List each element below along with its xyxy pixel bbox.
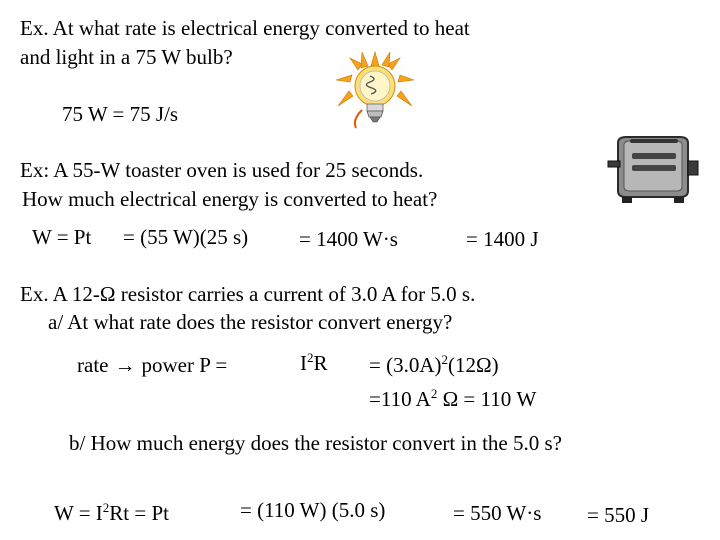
ex3-calc-line1 — [369, 352, 499, 377]
toaster-knob — [688, 161, 698, 175]
i2r-tail: R — [313, 351, 328, 375]
ex2-question-line2: How much electrical energy is converted to heat? — [22, 187, 438, 211]
i2r-base: I — [300, 351, 307, 375]
ex3-question-line1: Ex. A 12-Ω resistor carries a current of 3.0 A for 5.0 s. — [20, 282, 476, 306]
ex3-calc-line2 — [369, 386, 537, 411]
ex3-b-step-result: = 550 J — [587, 503, 650, 527]
ex2-question-line1: Ex: A 55-W toaster oven is used for 25 seconds. — [20, 158, 424, 182]
calc1-post: (12Ω) — [448, 353, 499, 377]
toaster-icon — [604, 135, 702, 205]
calc2-exponent: 2 — [430, 386, 438, 401]
calc2-post: Ω = 110 W — [437, 387, 537, 411]
ex1-answer: 75 W = 75 J/s — [62, 102, 179, 126]
toaster-lever — [608, 161, 620, 167]
w-post: Rt = Pt — [109, 501, 169, 525]
ex2-formula: W = Pt — [32, 225, 92, 249]
ex1-question-line1: Ex. At what rate is electrical energy converted to heat — [20, 16, 470, 40]
ex2-step-result: = 1400 J — [466, 227, 539, 251]
ex3-part-b: b/ How much energy does the resistor convert in the 5.0 s? — [69, 431, 562, 455]
calc1-pre: = (3.0A) — [369, 353, 442, 377]
ex2-step-product: = 1400 W·s — [299, 227, 398, 251]
light-bulb-icon — [334, 50, 416, 130]
power-label: power P = — [141, 353, 228, 377]
w-exponent: 2 — [102, 500, 110, 515]
ex3-b-step-substitute: = (110 W) (5.0 s) — [240, 498, 386, 522]
right-arrow-icon: → — [114, 353, 136, 377]
ex3-energy-formula — [54, 500, 169, 525]
calc2-pre: =110 A — [369, 387, 431, 411]
ex3-rate-power — [77, 355, 227, 376]
rate-label: rate — [77, 353, 109, 377]
calc1-exponent: 2 — [441, 352, 448, 367]
i2r-exponent: 2 — [307, 350, 314, 365]
w-pre: W = I — [54, 501, 103, 525]
ex3-b-step-product: = 550 W·s — [453, 501, 542, 525]
ex1-question-line2: and light in a 75 W bulb? — [20, 45, 233, 69]
ex3-part-a: a/ At what rate does the resistor convert energy? — [48, 310, 453, 334]
ex2-step-substitute: = (55 W)(25 s) — [123, 225, 249, 249]
ex3-i2r — [300, 350, 328, 375]
